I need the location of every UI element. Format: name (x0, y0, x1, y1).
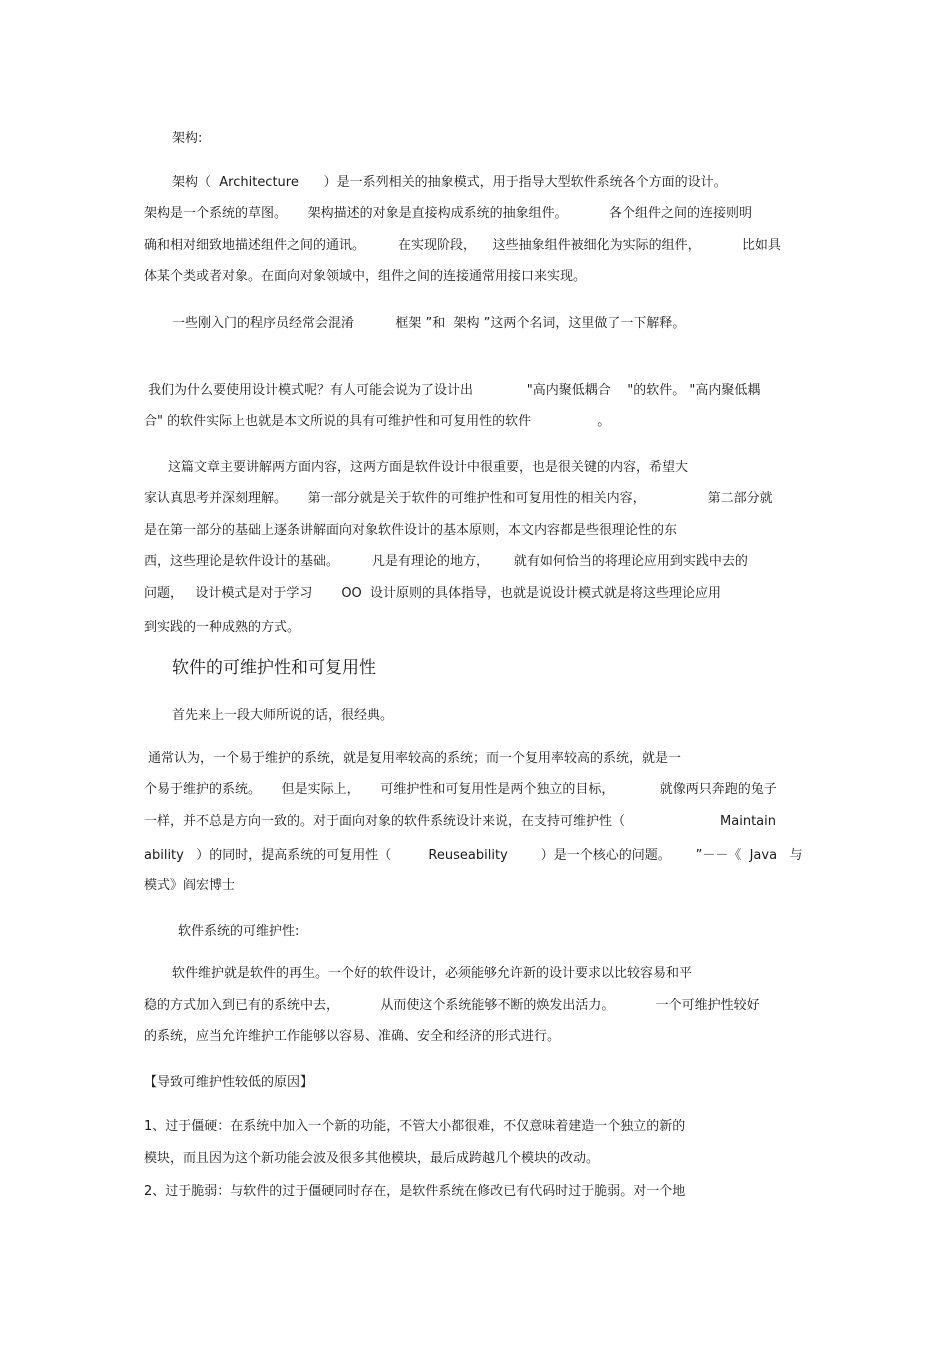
paragraph-line: 软件维护就是软件的再生。一个好的软件设计，必须能够允许新的设计要求以比较容易和平 (172, 966, 693, 981)
paragraph-line: 首先来上一段大师所说的话，很经典。 (172, 708, 394, 723)
paragraph-line: 西，这些理论是软件设计的基础。 凡是有理论的地方， 就有如何恰当的将理论应用到实践中去的 (144, 554, 748, 569)
subheading-maintainability: 软件系统的可维护性: (178, 924, 300, 939)
paragraph-line: 确和相对细致地描述组件之间的通讯。 在实现阶段， 这些抽象组件被细化为实际的组件， 比如具 (144, 238, 781, 253)
list-item: 1、过于僵硬：在系统中加入一个新的功能，不管大小都很难，不仅意味着建造一个独立的新的 (144, 1119, 686, 1134)
paragraph-line: 这篇文章主要讲解两方面内容，这两方面是软件设计中很重要，也是很关键的内容，希望大 (168, 460, 689, 475)
paragraph-line: 一样，并不总是方向一致的。对于面向对象的软件系统设计来说，在支持可维护性（ Maintain (144, 814, 776, 829)
paragraph-line: 合" 的软件实际上也就是本文所说的具有可维护性和可复用性的软件 。 (144, 414, 611, 429)
list-item-continuation: 模块，而且因为这个新功能会波及很多其他模块，最后成跨越几个模块的改动。 (144, 1151, 600, 1166)
heading-architecture-label: 架构: (172, 131, 203, 146)
paragraph-line: 稳的方式加入到已有的系统中去， 从而使这个系统能够不断的焕发出活力。 一个可维护性较好 (144, 998, 760, 1013)
paragraph-line: 到实践的一种成熟的方式。 (144, 620, 301, 635)
paragraph-line: 模式》阎宏博士 (144, 878, 236, 893)
paragraph-line: 我们为什么要使用设计模式呢？有人可能会说为了设计出 "高内聚低耦合 "的软件。 "高内聚低耦 (148, 383, 761, 398)
paragraph-line: 通常认为，一个易于维护的系统，就是复用率较高的系统；而一个复用率较高的系统，就是一 (148, 751, 682, 766)
paragraph-line: 一些刚入门的程序员经常会混淆 框架 ”和 架构 ”这两个名词，这里做了一下解释。 (172, 316, 686, 331)
paragraph-line: 是在第一部分的基础上逐条讲解面向对象软件设计的基本原则，本文内容都是些很理论性的东 (144, 523, 678, 538)
paragraph-line: 家认真思考并深刻理解。 第一部分就是关于软件的可维护性和可复用性的相关内容， 第二部分就 (144, 491, 773, 506)
paragraph-line: 的系统，应当允许维护工作能够以容易、准确、安全和经济的形式进行。 (144, 1029, 561, 1044)
paragraph-line: 体某个类或者对象。在面向对象领域中，组件之间的连接通常用接口来实现。 (144, 269, 587, 284)
paragraph-line: 架构是一个系统的草图。 架构描述的对象是直接构成系统的抽象组件。 各个组件之间的连接则明 (144, 206, 752, 221)
section-heading: 软件的可维护性和可复用性 (172, 658, 376, 678)
paragraph-line: 架构（ Architecture ）是一系列相关的抽象模式，用于指导大型软件系统各个方面的设计。 (172, 175, 727, 190)
paragraph-line: 问题， 设计模式是对于学习 OO 设计原则的具体指导，也就是说设计模式就是将这些理论应用 (144, 586, 722, 601)
paragraph-line: ability ）的同时，提高系统的可复用性（ Reuseability ）是一个核心的问题。 ”－－《 Java 与 (144, 848, 803, 863)
paragraph-line: 个易于维护的系统。 但是实际上， 可维护性和可复用性是两个独立的目标， 就像两只奔跑的兔子 (144, 782, 777, 797)
list-item: 2、过于脆弱：与软件的过于僵硬同时存在，是软件系统在修改已有代码时过于脆弱。对一个地 (144, 1184, 686, 1199)
bracket-heading: 【导致可维护性较低的原因】 (144, 1075, 314, 1090)
